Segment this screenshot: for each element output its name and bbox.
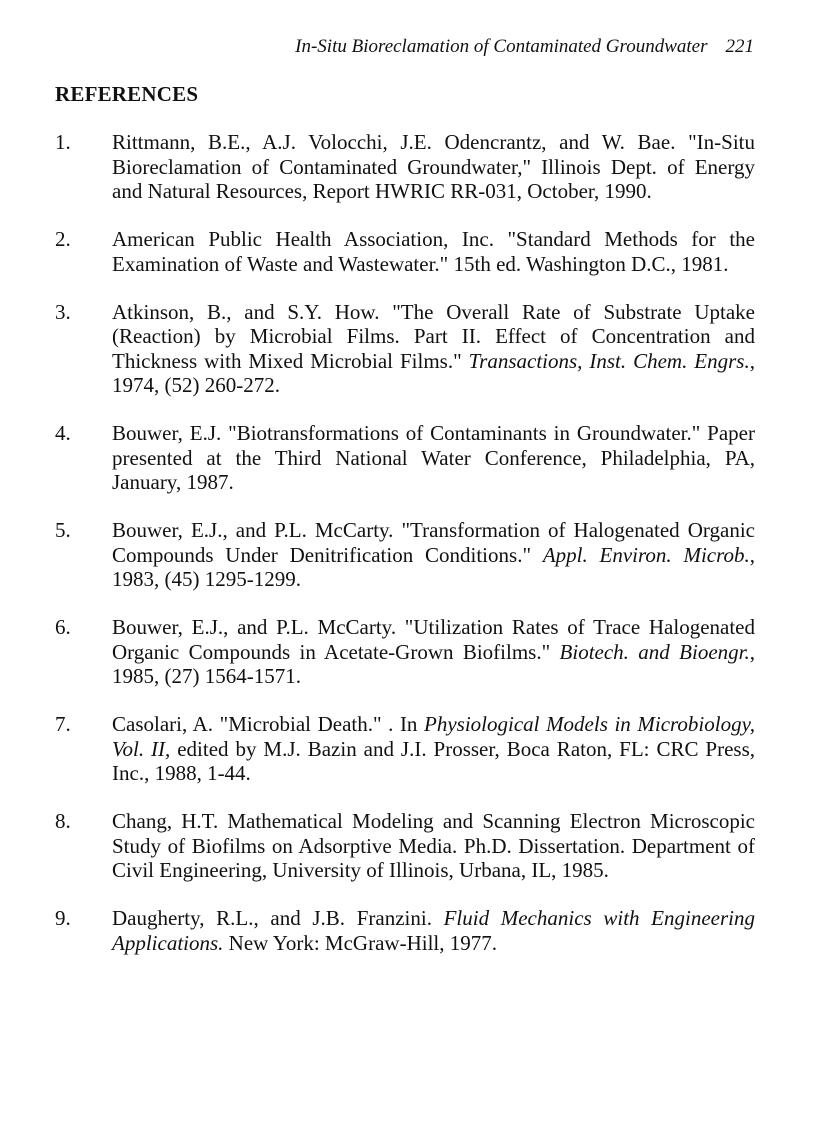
reference-text — [112, 130, 755, 204]
page-header — [0, 36, 754, 58]
reference-italic-segment: Transactions, Inst. Chem. Engrs. — [468, 348, 750, 373]
reference-text-segment: Atkinson, B., and S.Y. How. "The Overall Rate of Substrate Uptake (Reaction) by Microbial Films. Part II. Effect of Concentration and Thickness with Mixed Microbial Films." — [112, 299, 755, 373]
reference-number: 5. — [55, 518, 71, 542]
reference-text-segment: American Public Health Association, Inc. "Standard Methods for the Examination of Waste and Wastewater." 15th ed. Washington D.C., 1981. — [112, 227, 755, 276]
reference-item — [0, 421, 816, 495]
reference-italic-segment: Physiological Models in Microbiology, Vol. II, — [112, 712, 755, 761]
page-number: 221 — [725, 36, 754, 57]
reference-italic-segment: Biotech. and Bioengr. — [559, 639, 750, 664]
reference-text — [112, 300, 755, 398]
reference-text-segment: Bouwer, E.J., and P.L. McCarty. "Utilization Rates of Trace Halogenated Organic Compounds in Acetate-Grown Biofilms." — [112, 615, 755, 664]
reference-number: 8. — [55, 809, 71, 833]
reference-text — [112, 421, 755, 495]
reference-text — [112, 518, 755, 592]
reference-text-segment: edited by M.J. Bazin and J.I. Prosser, Boca Raton, FL: CRC Press, Inc., 1988, 1-44. — [112, 736, 756, 785]
reference-number: 7. — [55, 712, 71, 736]
running-title: In-Situ Bioreclamation of Contaminated Groundwater — [295, 36, 708, 57]
reference-text-segment: Daugherty, R.L., and J.B. Franzini. — [112, 906, 444, 930]
reference-text — [112, 906, 755, 955]
section-heading: REFERENCES — [55, 82, 199, 106]
reference-text-segment: , 1974, (52) 260-272. — [112, 348, 755, 397]
reference-item — [0, 712, 816, 786]
reference-text — [112, 809, 755, 883]
reference-number: 3. — [55, 299, 71, 324]
reference-item — [0, 518, 816, 592]
reference-item — [0, 130, 816, 204]
reference-text-segment: Bouwer, E.J., and P.L. McCarty. "Transformation of Halogenated Organic Compounds Under Denitrification Conditions." — [112, 518, 755, 567]
reference-text — [112, 227, 755, 276]
reference-italic-segment: Appl. Environ. Microb. — [542, 542, 750, 567]
reference-text-segment: Rittmann, B.E., A.J. Volocchi, J.E. Odencrantz, and W. Bae. "In-Situ Bioreclamation of Contaminated Groundwater," Illinois Dept. of Energy and Natural Resources, Report HWRIC RR-031, October, 1990. — [112, 130, 755, 203]
reference-text-segment: , 1985, (27) 1564-1571. — [112, 639, 755, 688]
reference-text — [112, 712, 755, 786]
reference-item — [0, 906, 816, 955]
reference-number: 2. — [55, 227, 71, 251]
reference-number: 9. — [55, 906, 71, 930]
reference-text — [112, 615, 755, 689]
reference-item — [0, 615, 816, 689]
reference-text-segment: Casolari, A. "Microbial Death." . In — [112, 712, 425, 736]
reference-text-segment: Chang, H.T. Mathematical Modeling and Scanning Electron Microscopic Study of Biofilms on Adsorptive Media. Ph.D. Dissertation. Department of Civil Engineering, University of Illinois, Urbana, IL, 1985. — [112, 809, 755, 882]
reference-text-segment: Bouwer, E.J. "Biotransformations of Contaminants in Groundwater." Paper presented at the Third National Water Conference, Philadelphia, PA, January, 1987. — [112, 421, 755, 494]
reference-number: 1. — [55, 130, 71, 154]
reference-list — [0, 130, 816, 979]
reference-item — [0, 809, 816, 883]
reference-item — [0, 300, 816, 398]
reference-number: 6. — [55, 615, 71, 639]
reference-item — [0, 227, 816, 276]
reference-italic-segment: Fluid Mechanics with Engineering Applications. — [112, 906, 755, 955]
reference-number: 4. — [55, 421, 71, 445]
reference-text-segment: , 1983, (45) 1295-1299. — [112, 542, 755, 591]
reference-text-segment: New York: McGraw-Hill, 1977. — [223, 930, 497, 955]
